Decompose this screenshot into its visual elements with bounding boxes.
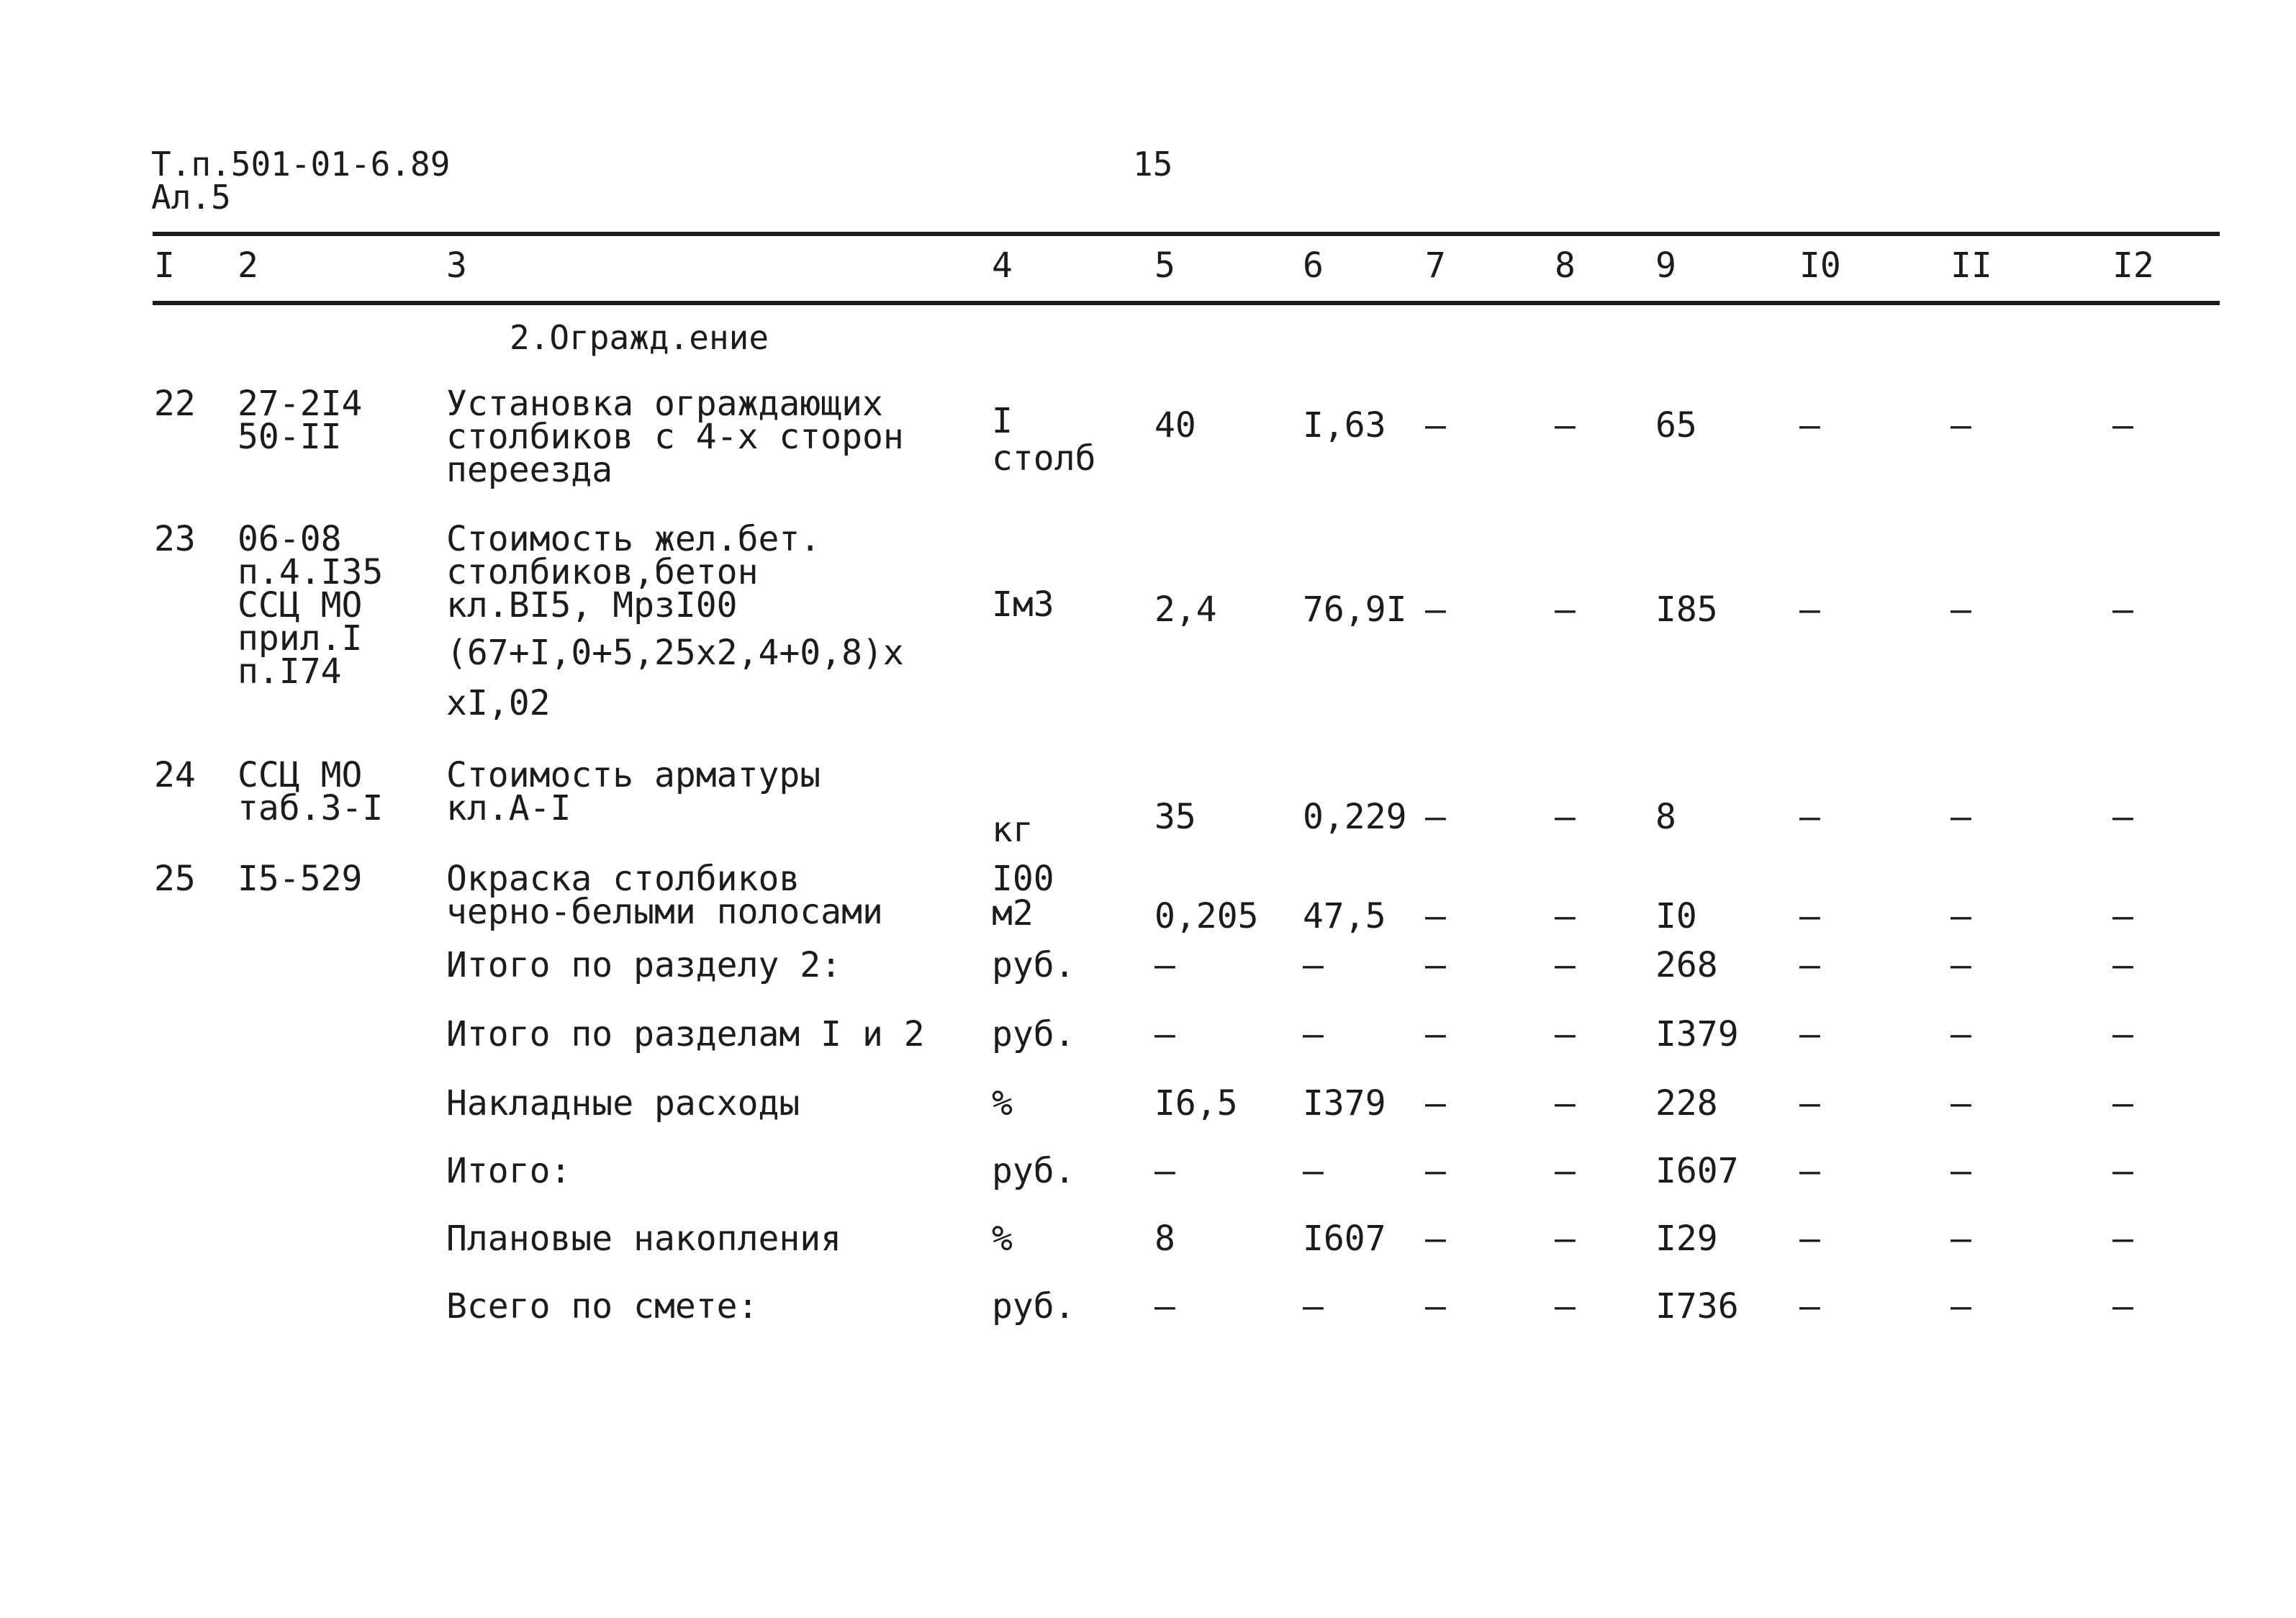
- value-col-12: –: [2112, 589, 2133, 630]
- total-col-12: –: [2112, 1286, 2133, 1327]
- work-description: столбиков,бетон: [446, 552, 759, 592]
- total-col-7: –: [1425, 945, 1446, 985]
- total-col-6: I607: [1303, 1219, 1386, 1259]
- unit: I: [992, 401, 1013, 441]
- total-col-6: –: [1303, 945, 1324, 985]
- value-col-7: –: [1425, 405, 1446, 446]
- total-col-6: –: [1303, 1151, 1324, 1191]
- total-col-11: –: [1951, 1014, 1971, 1054]
- work-description: Стоимость арматуры: [446, 755, 821, 795]
- total-col-6: I379: [1303, 1083, 1386, 1124]
- total-unit: руб.: [992, 1151, 1075, 1191]
- unit: Iм3: [992, 584, 1054, 625]
- value-col-9: I0: [1655, 896, 1697, 936]
- total-col-12: –: [2112, 1219, 2133, 1259]
- total-col-12: –: [2112, 1083, 2133, 1124]
- row-number: 22: [154, 384, 196, 424]
- row-number: 24: [154, 755, 196, 795]
- value-col-5: 35: [1154, 797, 1196, 837]
- total-col-6: –: [1303, 1286, 1324, 1327]
- value-col-11: –: [1951, 589, 1971, 630]
- section-title: 2.Огражд.ение: [510, 318, 769, 357]
- total-col-11: –: [1951, 1151, 1971, 1191]
- total-col-11: –: [1951, 1219, 1971, 1259]
- total-label: Итого по разделам I и 2: [446, 1014, 925, 1054]
- total-label: Итого по разделу 2:: [446, 945, 842, 985]
- value-col-8: –: [1555, 405, 1576, 446]
- total-col-12: –: [2112, 1151, 2133, 1191]
- total-col-7: –: [1425, 1151, 1446, 1191]
- value-col-11: –: [1951, 896, 1971, 936]
- row-number: 23: [154, 519, 196, 559]
- work-description: Установка ограждающих: [446, 384, 883, 424]
- value-col-8: –: [1555, 797, 1576, 837]
- total-col-9: 268: [1655, 945, 1718, 985]
- document-code: Т.п.501-01-6.89: [151, 145, 451, 184]
- total-col-8: –: [1555, 1083, 1576, 1124]
- total-unit: %: [992, 1083, 1013, 1124]
- unit: кг: [992, 810, 1034, 850]
- column-number: II: [1951, 245, 1992, 286]
- total-col-7: –: [1425, 1219, 1446, 1259]
- norm-code: ССЦ МО: [238, 755, 363, 795]
- total-col-9: I29: [1655, 1219, 1718, 1259]
- total-col-8: –: [1555, 1151, 1576, 1191]
- total-col-9: 228: [1655, 1083, 1718, 1124]
- total-label: Всего по смете:: [446, 1286, 759, 1327]
- column-number: 7: [1425, 245, 1446, 286]
- total-col-12: –: [2112, 1014, 2133, 1054]
- norm-code: прил.I: [238, 618, 363, 659]
- column-number: I2: [2112, 245, 2154, 286]
- total-col-5: I6,5: [1154, 1083, 1238, 1124]
- total-col-10: –: [1799, 1286, 1820, 1327]
- norm-code: 06-08: [238, 519, 342, 559]
- total-col-10: –: [1799, 1014, 1820, 1054]
- total-label: Накладные расходы: [446, 1083, 800, 1124]
- work-description: xI,02: [446, 683, 551, 723]
- value-col-7: –: [1425, 797, 1446, 837]
- work-description: столбиков с 4-х сторон: [446, 417, 904, 457]
- total-col-10: –: [1799, 1151, 1820, 1191]
- table-header-rule: [153, 301, 2220, 305]
- total-col-11: –: [1951, 945, 1971, 985]
- column-number: I0: [1799, 245, 1841, 286]
- value-col-9: 8: [1655, 797, 1676, 837]
- value-col-11: –: [1951, 797, 1971, 837]
- norm-code: таб.3-I: [238, 788, 384, 828]
- total-label: Итого:: [446, 1151, 571, 1191]
- total-unit: руб.: [992, 1286, 1075, 1327]
- column-number: 3: [446, 245, 467, 286]
- value-col-10: –: [1799, 896, 1820, 936]
- row-number: 25: [154, 859, 196, 899]
- page-number: 15: [1133, 145, 1173, 184]
- value-col-6: I,63: [1303, 405, 1386, 446]
- total-col-10: –: [1799, 1219, 1820, 1259]
- total-col-7: –: [1425, 1083, 1446, 1124]
- value-col-11: –: [1951, 405, 1971, 446]
- value-col-12: –: [2112, 896, 2133, 936]
- column-number: 6: [1303, 245, 1324, 286]
- work-description: кл.А-I: [446, 788, 571, 828]
- total-col-9: I379: [1655, 1014, 1739, 1054]
- total-col-11: –: [1951, 1083, 1971, 1124]
- column-number: 2: [238, 245, 258, 286]
- total-col-8: –: [1555, 945, 1576, 985]
- total-unit: руб.: [992, 1014, 1075, 1054]
- value-col-9: 65: [1655, 405, 1697, 446]
- total-col-11: –: [1951, 1286, 1971, 1327]
- value-col-12: –: [2112, 797, 2133, 837]
- work-description: переезда: [446, 450, 613, 490]
- total-col-7: –: [1425, 1014, 1446, 1054]
- total-unit: руб.: [992, 945, 1075, 985]
- column-number: 5: [1154, 245, 1175, 286]
- norm-code: п.4.I35: [238, 552, 384, 592]
- value-col-9: I85: [1655, 589, 1718, 630]
- value-col-6: 47,5: [1303, 896, 1386, 936]
- total-col-8: –: [1555, 1219, 1576, 1259]
- work-description: кл.BI5, МрзI00: [446, 585, 738, 625]
- total-col-5: 8: [1154, 1219, 1175, 1259]
- unit: I00: [992, 859, 1054, 899]
- norm-code: п.I74: [238, 651, 342, 692]
- value-col-6: 0,229: [1303, 797, 1407, 837]
- column-number: 4: [992, 245, 1013, 286]
- value-col-8: –: [1555, 896, 1576, 936]
- unit: столб: [992, 438, 1096, 479]
- work-description: Стоимость жел.бет.: [446, 519, 821, 559]
- unit: м2: [992, 893, 1034, 934]
- norm-code: 27-2I4: [238, 384, 363, 424]
- total-unit: %: [992, 1219, 1013, 1259]
- column-number: 9: [1655, 245, 1676, 286]
- value-col-6: 76,9I: [1303, 589, 1407, 630]
- total-col-8: –: [1555, 1286, 1576, 1327]
- work-description: (67+I,0+5,25x2,4+0,8)x: [446, 633, 904, 673]
- value-col-5: 40: [1154, 405, 1196, 446]
- total-col-8: –: [1555, 1014, 1576, 1054]
- work-description: Окраска столбиков: [446, 859, 800, 899]
- work-description: черно-белыми полосами: [446, 892, 883, 932]
- value-col-7: –: [1425, 896, 1446, 936]
- value-col-10: –: [1799, 405, 1820, 446]
- total-col-5: –: [1154, 945, 1175, 985]
- total-col-9: I736: [1655, 1286, 1739, 1327]
- value-col-10: –: [1799, 797, 1820, 837]
- total-col-7: –: [1425, 1286, 1446, 1327]
- total-col-12: –: [2112, 945, 2133, 985]
- value-col-12: –: [2112, 405, 2133, 446]
- total-label: Плановые накопления: [446, 1219, 842, 1259]
- norm-code: I5-529: [238, 859, 363, 899]
- norm-code: 50-II: [238, 417, 342, 457]
- value-col-8: –: [1555, 589, 1576, 630]
- column-number: I: [154, 245, 175, 286]
- total-col-5: –: [1154, 1014, 1175, 1054]
- value-col-10: –: [1799, 589, 1820, 630]
- total-col-5: –: [1154, 1151, 1175, 1191]
- total-col-10: –: [1799, 1083, 1820, 1124]
- total-col-9: I607: [1655, 1151, 1739, 1191]
- value-col-5: 0,205: [1154, 896, 1259, 936]
- value-col-5: 2,4: [1154, 589, 1217, 630]
- total-col-10: –: [1799, 945, 1820, 985]
- album-number: Ал.5: [151, 178, 231, 217]
- table-top-rule: [153, 232, 2220, 236]
- value-col-7: –: [1425, 589, 1446, 630]
- column-number: 8: [1555, 245, 1576, 286]
- norm-code: ССЦ МО: [238, 585, 363, 625]
- total-col-5: –: [1154, 1286, 1175, 1327]
- total-col-6: –: [1303, 1014, 1324, 1054]
